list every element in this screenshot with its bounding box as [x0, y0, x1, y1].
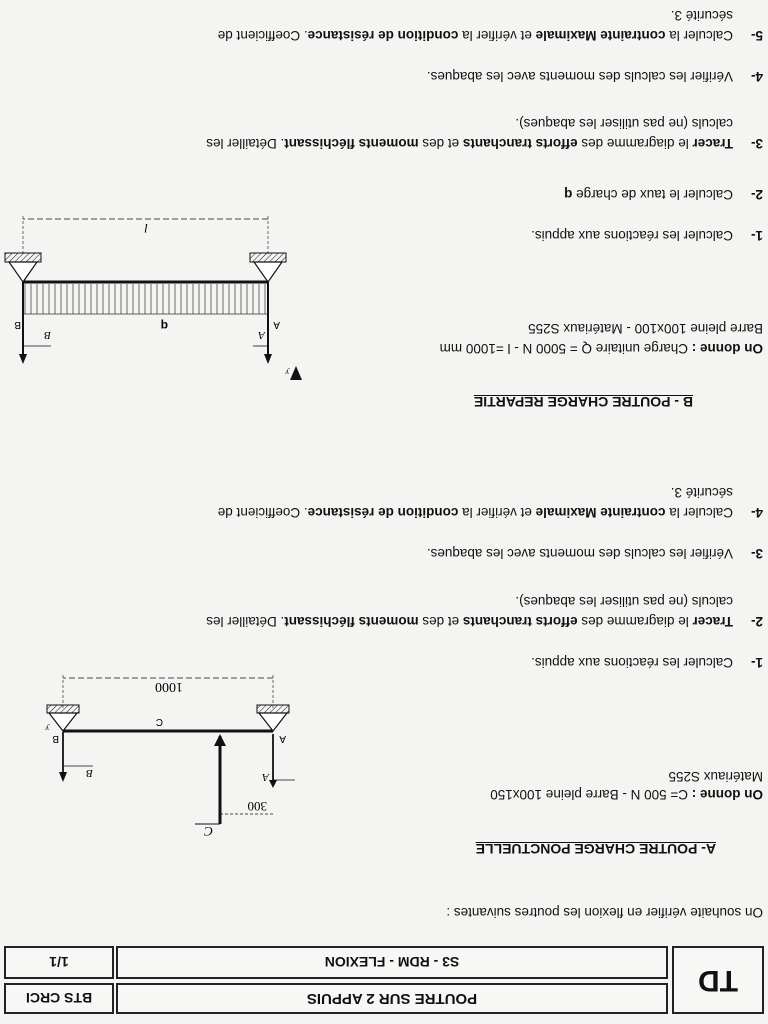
- header-title: POUTRE SUR 2 APPUIS: [306, 990, 478, 1007]
- support-a: [257, 705, 289, 731]
- section-b-given-2: Barre pleine 100x100 - Matériaux S255: [528, 321, 763, 336]
- td-label: TD: [698, 964, 738, 997]
- section-a-item-2-cont: calculs (ne pas utiliser les abaques).: [515, 594, 733, 609]
- section-a-given-2: Matériaux S255: [668, 769, 763, 784]
- td-label-box: [672, 946, 764, 1014]
- given-text-a1: C= 500 N - Barre pleine 100x150: [490, 787, 692, 802]
- svg-text:y: y: [45, 724, 49, 733]
- distributed-load-q: [23, 284, 268, 314]
- header-subtitle: S3 - RDM - FLEXION: [324, 954, 460, 971]
- svg-text:A: A: [262, 771, 269, 783]
- point-b-label-b: B: [14, 319, 21, 330]
- support-a-b: [250, 253, 286, 282]
- section-a-item-2: 2-Tracer le diagramme des efforts tranchants et des moments fléchissant. Détailler les: [206, 614, 763, 629]
- header-title-box: [116, 983, 668, 1014]
- class-label: BTS CRCI: [25, 990, 93, 1007]
- beam-diagram-b: [3, 214, 313, 394]
- section-a-item-4-cont: sécurité 3.: [670, 485, 733, 500]
- page-number-box: [4, 946, 114, 979]
- header-subtitle-box: [116, 946, 668, 979]
- page-number: 1/1: [49, 954, 69, 971]
- point-b-label: B: [52, 733, 59, 744]
- intro-text: On souhaite vérifier en flexion les poutres suivantes :: [446, 905, 763, 920]
- dim-1000: 1000: [155, 679, 183, 694]
- dim-300: 300: [247, 799, 267, 814]
- section-a-item-1: 1-Calculer les réactions aux appuis.: [531, 655, 763, 670]
- section-b-item-3: 3-Tracer le diagramme des efforts tranchants et des moments fléchissant. Détailler les: [206, 136, 763, 151]
- point-a-label: A: [279, 733, 286, 744]
- point-a-label-b: A: [273, 319, 280, 330]
- svg-text:A: A: [258, 329, 265, 341]
- given-text-b1: Charge unitaire Q = 5000 N - l =1000 mm: [439, 341, 692, 356]
- section-b-item-5-cont: sécurité 3.: [670, 8, 733, 23]
- class-label-box: [4, 983, 114, 1014]
- span-l-label: l: [144, 221, 148, 236]
- support-b: [47, 705, 79, 731]
- section-a-item-4: 4-Calculer la contrainte Maximale et vérifier la condition de résistance. Coefficient de: [217, 505, 763, 520]
- svg-text:y: y: [285, 368, 289, 377]
- point-c-label: C: [155, 716, 163, 727]
- section-b-title: B - POUTRE CHARGE REPARTIE: [473, 394, 693, 410]
- section-a-title: A- POUTRE CHARGE PONCTUELLE: [475, 841, 716, 857]
- section-a-given-1: [490, 787, 763, 802]
- section-b-given-1: [440, 341, 763, 356]
- q-label: q: [160, 319, 168, 333]
- section-b-item-5: 5-Calculer la contrainte Maximale et vérifier la condition de résistance. Coefficient de: [217, 28, 763, 43]
- beam-diagram-a: [33, 674, 303, 844]
- svg-text:B: B: [86, 767, 93, 779]
- section-b-item-2: 2-Calculer le taux de charge q: [564, 187, 763, 202]
- svg-text:B: B: [44, 329, 51, 341]
- given-label-b: On donne :: [691, 341, 763, 356]
- support-b-b: [5, 253, 41, 282]
- given-label-a: On donne :: [691, 787, 763, 802]
- section-a-item-3: 3-Vérifier les calculs des moments avec les abaques.: [426, 546, 763, 561]
- section-b-item-3-cont: calculs (ne pas utiliser les abaques).: [515, 116, 733, 131]
- section-b-item-1: 1-Calculer les réactions aux appuis.: [531, 228, 763, 243]
- section-b-item-4: 4-Vérifier les calculs des moments avec les abaques.: [426, 69, 763, 84]
- load-c-label: C: [204, 824, 213, 839]
